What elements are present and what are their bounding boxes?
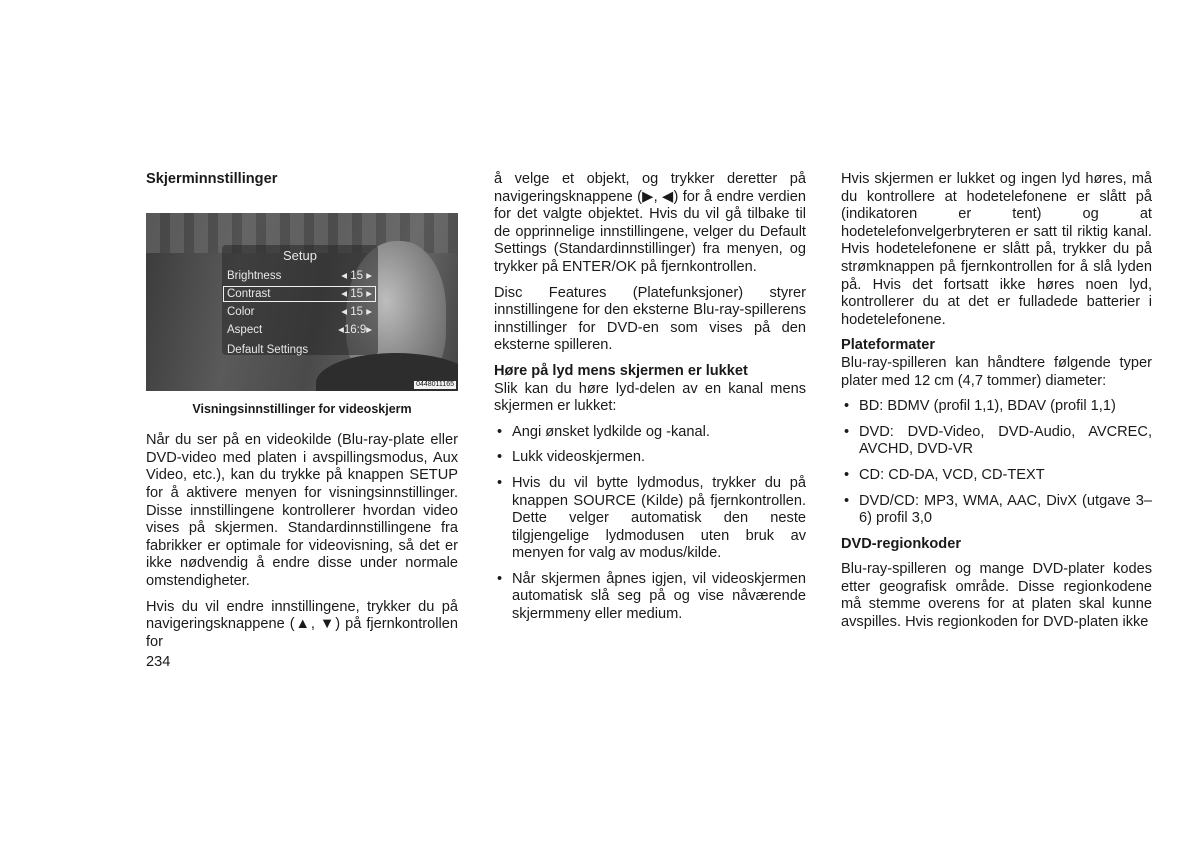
section-heading: DVD-regionkoder [841, 535, 962, 552]
menu-item-aspect: Aspect ◂16:9▸ [227, 323, 372, 336]
bullet-list [494, 424, 806, 624]
menu-item-color: Color ◂ 15 ▸ [227, 305, 372, 318]
paragraph: Hvis skjermen er lukket og ingen lyd høres, må du kontrollere at hodetelefonene er slått på (indikatoren er tent) og at hodetelefonvelgerbryteren er satt til riktig kanal. Hvis hodetelefonene er slått på, trykker du på strømknappen på fjernkontrollen for å slå lyden på. Hvis det fortsatt ikke høres noen lyd, kontrollerer du at det er fulladede batterier i hodetelefonene. [841, 171, 1152, 328]
list-item: • Hvis du vil bytte lydmodus, trykker du på knappen SOURCE (Kilde) på fjernkontrollen. Dette velger automatisk den neste tilgjengelige lydmodusen uten bruk av menyen for valg av modus/kilde. [494, 475, 806, 563]
figure-code: 0448011165 [416, 380, 454, 388]
column-right [841, 171, 1152, 640]
list-item: • Angi ønsket lydkilde og -kanal. [494, 424, 806, 442]
paragraph: Blu-ray-spilleren kan håndtere følgende typer plater med 12 cm (4,7 tommer) diameter: [841, 354, 1152, 389]
figure-caption: Visningsinnstillinger for videoskjerm [192, 401, 412, 416]
bullet-list [841, 398, 1152, 528]
video-screen-photo [146, 213, 458, 391]
list-item: • BD: BDMV (profil 1,1), BDAV (profil 1,1) [841, 398, 1152, 416]
section-heading: Plateformater [841, 337, 936, 354]
setup-menu-title: Setup [283, 247, 317, 263]
column-middle [494, 171, 806, 632]
list-item: • Lukk videoskjermen. [494, 449, 806, 467]
setup-menu [222, 245, 378, 355]
menu-item-contrast: Contrast ◂ 15 ▸ [223, 286, 376, 302]
paragraph: Disc Features (Platefunksjoner) styrer innstillingene for den eksterne Blu-ray-spillerens innstillinger for DVD-en som vises på den eksterne spilleren. [494, 284, 806, 354]
paragraph: Blu-ray-spilleren og mange DVD-plater kodes etter geografisk område. Disse regionkodene må stemme overens for at platen skal kunne avspilles. Hvis regionkoden for DVD-platen ikke [841, 561, 1152, 631]
paragraph: Slik kan du høre lyd-delen av en kanal mens skjermen er lukket: [494, 380, 806, 415]
menu-item-default-settings: Default Settings [227, 343, 309, 356]
paragraph: Når du ser på en videokilde (Blu-ray-plate eller DVD-video med platen i avspillingsmodus, Aux Video, etc.), kan du trykke på knappen SETUP for å aktivere menyen for visningsinnstillinger. Disse innstillingene kontrollerer hvordan video vises på skjermen. Standardinnstillingene fra fabrikker er optimale for videovisning, så det er ikke nødvendig å endre disse under normale omstendigheter. [146, 432, 458, 589]
column-left [146, 171, 458, 659]
list-item: • DVD/CD: MP3, WMA, AAC, DivX (utgave 3–6) profil 3,0 [841, 493, 1152, 528]
page-number: 234 [146, 654, 171, 670]
section-heading: Skjerminnstillinger [146, 171, 278, 187]
list-item: • DVD: DVD-Video, DVD-Audio, AVCREC, AVCHD, DVD-VR [841, 424, 1152, 459]
paragraph: å velge et objekt, og trykker deretter på navigeringsknappene (▶, ◀) for å endre verdien for det valgte objektet. Hvis du vil gå tilbake til de opprinnelige innstillingene, velger du Default Settings (Standardinnstillinger) fra menyen, og trykker på ENTER/OK på fjernkontrollen. [494, 171, 806, 275]
section-heading: Høre på lyd mens skjermen er lukket [494, 362, 748, 379]
list-item: • Når skjermen åpnes igjen, vil videoskjermen automatisk slå seg på og vise nåværende skjermmeny eller medium. [494, 571, 806, 624]
menu-item-brightness: Brightness ◂ 15 ▸ [227, 269, 372, 282]
paragraph: Hvis du vil endre innstillingene, trykker du på navigeringsknappene (▲, ▼) på fjernkontrollen for [146, 598, 458, 650]
list-item: • CD: CD-DA, VCD, CD-TEXT [841, 467, 1152, 485]
